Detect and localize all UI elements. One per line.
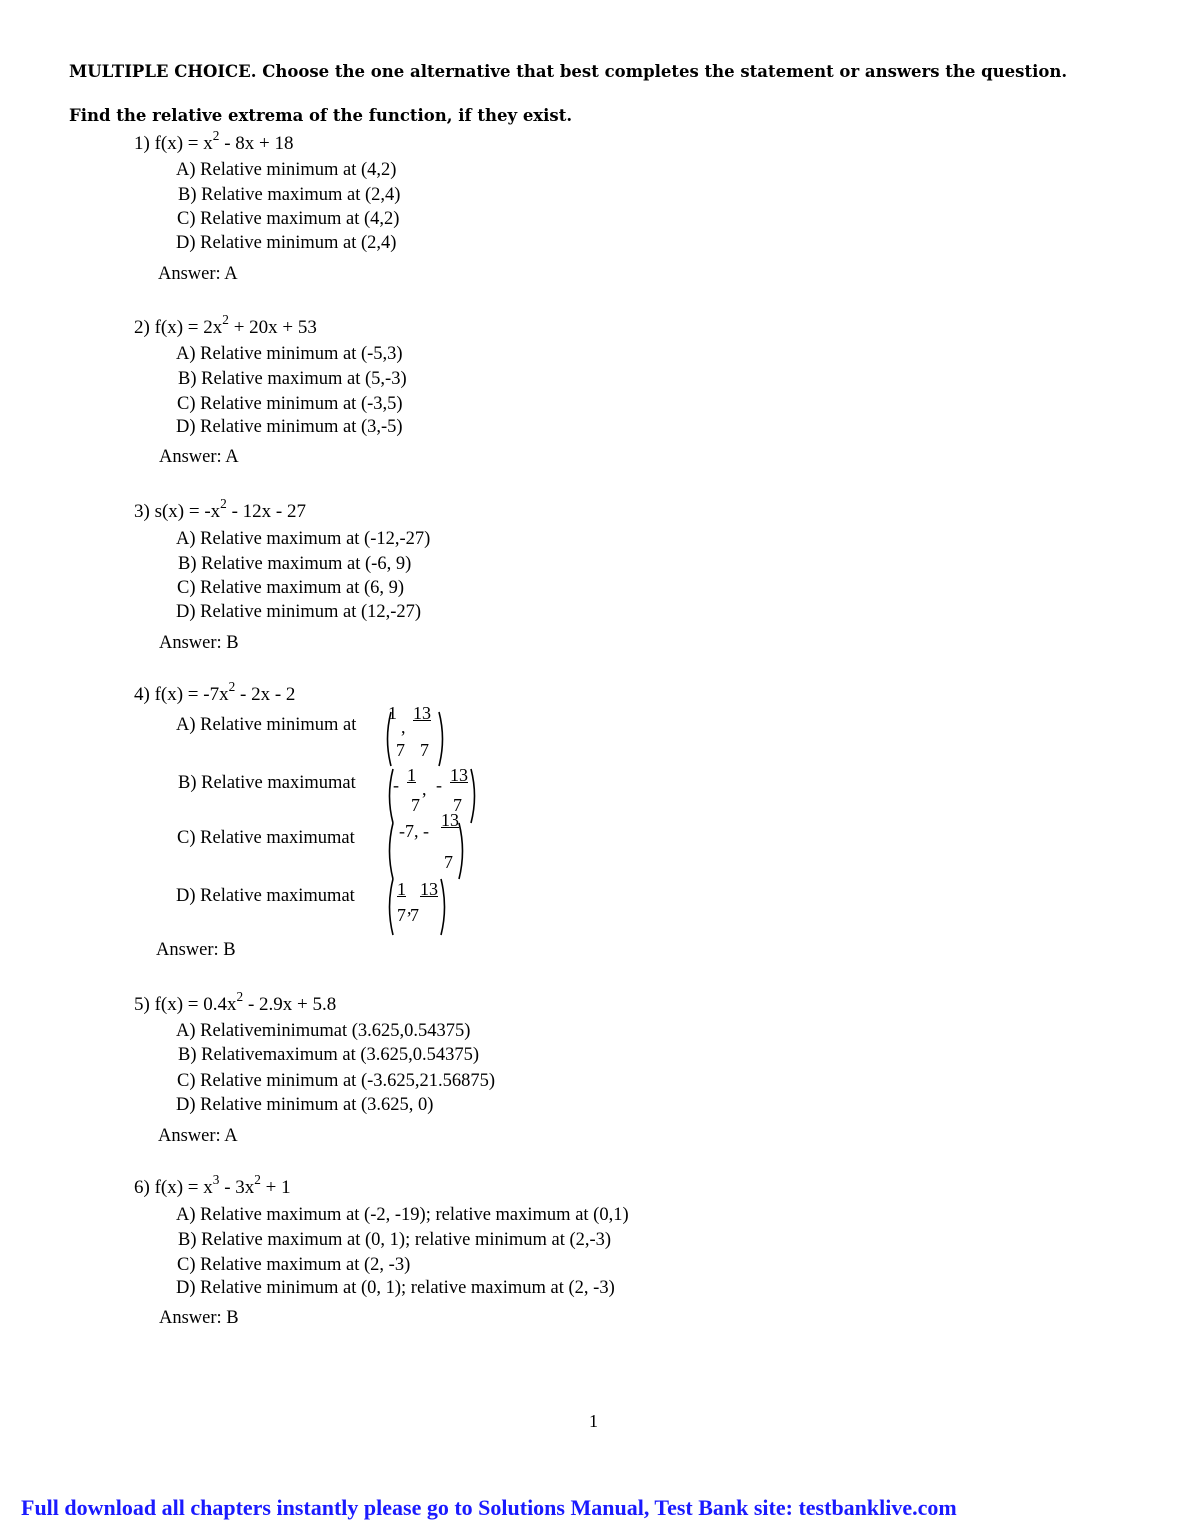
exponent: 2 — [220, 495, 227, 511]
fraction-numerator: 13 — [450, 765, 468, 785]
function-text: - 12x - 27 — [226, 501, 306, 522]
option-letter: B) — [178, 773, 197, 793]
function-text: s(x) = -x — [154, 501, 221, 522]
question-1 — [134, 127, 294, 155]
option-letter: C) — [177, 209, 196, 229]
option-text: Relative maximumat — [201, 773, 356, 793]
option-letter: A) — [176, 160, 196, 180]
option-6c[interactable] — [177, 1255, 410, 1276]
fraction-numerator: 1 — [407, 765, 416, 785]
question-number: 2) — [134, 317, 150, 338]
option-letter: D) — [176, 1095, 196, 1115]
option-3c[interactable] — [177, 578, 404, 599]
function-text: f(x) = 2x — [154, 317, 223, 338]
minus-sign: - — [393, 775, 399, 795]
option-letter: A) — [176, 715, 196, 735]
option-text: Relative maximum at (4,2) — [200, 209, 400, 229]
answer-5: Answer: A — [158, 1126, 238, 1146]
option-letter: B) — [178, 554, 197, 574]
function-text: f(x) = x — [154, 133, 213, 154]
option-text: Relative maximum at (-12,-27) — [200, 529, 431, 549]
option-text: Relativeminimumat (3.625,0.54375) — [200, 1021, 471, 1041]
comma: , — [407, 898, 412, 918]
option-letter: A) — [176, 529, 196, 549]
question-number: 5) — [134, 994, 150, 1015]
question-4 — [134, 678, 296, 706]
option-1d[interactable] — [176, 233, 396, 254]
fraction-denominator: 7 — [453, 795, 462, 815]
option-text: Relative maximum at (5,-3) — [201, 369, 407, 389]
option-4c[interactable] — [177, 828, 355, 849]
exponent: 2 — [228, 678, 236, 694]
option-3b[interactable] — [178, 554, 411, 575]
option-text: Relative maximum at (-6, 9) — [201, 554, 412, 574]
option-5c[interactable] — [177, 1071, 495, 1092]
option-text: Relative maximum at (2,4) — [201, 185, 401, 205]
option-3a[interactable] — [176, 529, 430, 550]
option-letter: A) — [176, 1021, 196, 1041]
question-5 — [134, 988, 337, 1016]
option-6d[interactable] — [176, 1278, 615, 1299]
function-text: - 8x + 18 — [219, 133, 294, 154]
option-letter: D) — [176, 1278, 196, 1298]
option-text: Relative maximum at (2, -3) — [200, 1255, 411, 1275]
function-text: + 1 — [260, 1177, 291, 1198]
question-2 — [134, 311, 317, 339]
option-5d[interactable] — [176, 1095, 433, 1116]
option-text: Relative minimum at — [200, 715, 357, 735]
section-heading: Find the relative extrema of the function, if they exist. — [69, 106, 573, 125]
option-2b[interactable] — [178, 369, 407, 390]
fraction-denominator: 7 — [396, 740, 405, 760]
comma: , — [401, 717, 406, 737]
exponent: 2 — [236, 988, 244, 1004]
fraction-numerator: 13 — [420, 879, 438, 899]
question-number: 6) — [134, 1177, 150, 1198]
fraction-denominator: 7 — [444, 852, 453, 872]
fraction-denominator: 7 — [397, 905, 406, 925]
option-text: Relative maximum at (-2, -19); relative maximum at (0,1) — [200, 1205, 629, 1225]
fraction-numerator: 13 — [413, 703, 431, 723]
function-text: f(x) = -7x — [154, 684, 229, 705]
option-letter: D) — [176, 417, 196, 437]
option-6a[interactable] — [176, 1205, 629, 1226]
question-number: 3) — [134, 501, 150, 522]
answer-1: Answer: A — [158, 264, 238, 284]
answer-6: Answer: B — [159, 1308, 239, 1328]
option-text: Relative minimum at (-3,5) — [200, 394, 403, 414]
option-text: Relative maximum at (0, 1); relative minimum at (2,-3) — [201, 1230, 612, 1250]
option-text: Relative maximumat — [200, 828, 355, 848]
footer-download-link[interactable]: Full download all chapters instantly please go to Solutions Manual, Test Bank site: testbanklive.com — [21, 1495, 957, 1520]
option-text: Relativemaximum at (3.625,0.54375) — [201, 1045, 480, 1065]
option-4b[interactable] — [178, 773, 356, 794]
fraction-numerator: 13 — [441, 810, 459, 830]
fraction-denominator: 7 — [410, 905, 419, 925]
option-letter: D) — [176, 602, 196, 622]
option-4d[interactable] — [176, 886, 355, 907]
fraction-denominator: 7 — [411, 795, 420, 815]
exponent: 2 — [222, 311, 229, 327]
option-text: Relative minimum at (2,4) — [200, 233, 397, 253]
option-letter: C) — [177, 1255, 196, 1275]
question-number: 1) — [134, 133, 150, 154]
option-2a[interactable] — [176, 344, 403, 365]
function-text: + 20x + 53 — [228, 317, 317, 338]
comma: , — [422, 779, 427, 799]
instructions: MULTIPLE CHOICE. Choose the one alternative that best completes the statement or answers the question. — [69, 62, 1068, 81]
option-2c[interactable] — [177, 394, 403, 415]
question-3 — [134, 495, 306, 523]
option-6b[interactable] — [178, 1230, 611, 1251]
function-text: f(x) = 0.4x — [154, 994, 237, 1015]
fraction-denominator: 7 — [420, 740, 429, 760]
exponent: 2 — [212, 127, 220, 143]
answer-3: Answer: B — [159, 633, 239, 653]
fraction-numerator: 1 — [388, 703, 397, 723]
option-letter: C) — [177, 828, 196, 848]
coordinate-text: -7, - — [399, 821, 429, 841]
option-text: Relative minimum at (-3.625,21.56875) — [200, 1071, 496, 1091]
exponent: 3 — [212, 1171, 220, 1187]
option-letter: C) — [177, 578, 196, 598]
function-text: - 2.9x + 5.8 — [243, 994, 337, 1015]
option-letter: B) — [178, 1230, 197, 1250]
option-5a[interactable] — [176, 1021, 470, 1042]
option-letter: C) — [177, 1071, 196, 1091]
function-text: f(x) = x — [154, 1177, 213, 1198]
option-letter: C) — [177, 394, 196, 414]
option-letter: D) — [176, 233, 196, 253]
option-letter: D) — [176, 886, 196, 906]
option-5b[interactable] — [178, 1045, 479, 1066]
option-text: Relative minimum at (4,2) — [200, 160, 397, 180]
option-letter: A) — [176, 344, 196, 364]
option-3d[interactable] — [176, 602, 421, 623]
option-letter: B) — [178, 185, 197, 205]
option-text: Relative minimum at (3,-5) — [200, 417, 403, 437]
question-6 — [134, 1171, 291, 1199]
option-4a[interactable] — [176, 715, 356, 736]
fraction-numerator: 1 — [397, 879, 406, 899]
option-text: Relative maximum at (6, 9) — [200, 578, 405, 598]
option-2d[interactable] — [176, 417, 403, 438]
function-text: - 2x - 2 — [235, 684, 296, 705]
exponent: 2 — [254, 1171, 261, 1187]
answer-2: Answer: A — [159, 447, 239, 467]
option-1c[interactable] — [177, 209, 399, 230]
option-text: Relative minimum at (3.625, 0) — [200, 1095, 434, 1115]
option-text: Relative maximumat — [200, 886, 355, 906]
page-number: 1 — [589, 1411, 598, 1431]
option-1a[interactable] — [176, 160, 396, 181]
answer-4: Answer: B — [156, 940, 236, 960]
option-text: Relative minimum at (12,-27) — [200, 602, 422, 622]
function-text: - 3x — [219, 1177, 255, 1198]
question-number: 4) — [134, 684, 150, 705]
option-letter: A) — [176, 1205, 196, 1225]
option-1b[interactable] — [178, 185, 400, 206]
option-text: Relative minimum at (0, 1); relative maximum at (2, -3) — [200, 1278, 615, 1298]
minus-sign: - — [436, 775, 442, 795]
option-letter: B) — [178, 1045, 197, 1065]
option-letter: B) — [178, 369, 197, 389]
option-text: Relative minimum at (-5,3) — [200, 344, 403, 364]
